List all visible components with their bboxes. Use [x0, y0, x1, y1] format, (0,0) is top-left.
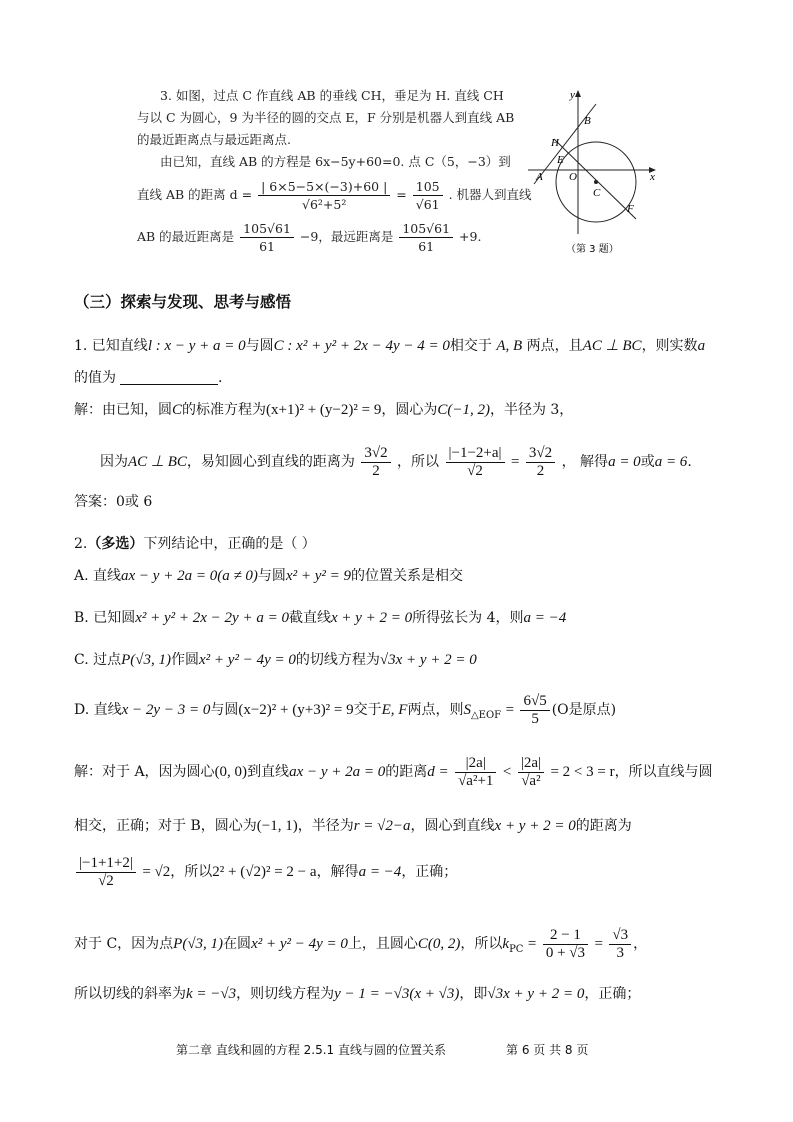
- point-c: [594, 180, 598, 184]
- q2-solution-1: 解：对于 A，因为圆心(0, 0)到直线ax − y + 2a = 0的距离d = $\frac{|2a|}{\text{√a²+1}}$ < $\frac{|2a|}{\text{√a²}}$ = 2 < 3 = r，所以直线与圆: [74, 754, 713, 789]
- q2-option-b: B. 已知圆x² + y² + 2x − 2y + a = 0截直线x + y + 2 = 0所得弦长为 4，则a = −4: [74, 610, 567, 626]
- geometry-figure: [524, 84, 674, 264]
- figure-caption: （第 3 题）: [566, 244, 619, 255]
- q2-heading: 2.（多选）下列结论中，正确的是（ ）: [74, 536, 316, 552]
- q2-option-a: A. 直线ax − y + 2a = 0(a ≠ 0)与圆x² + y² = 9的位置关系是相交: [74, 568, 463, 584]
- q2-solution-2: 相交，正确；对于 B，圆心为(−1, 1)，半径为r = √2−a，圆心到直线x + y + 2 = 0的距离为: [74, 818, 632, 834]
- label-y: y: [570, 89, 575, 101]
- label-f: F: [627, 203, 634, 215]
- q2-option-c: C. 过点P(√3, 1)作圆x² + y² − 4y = 0的切线方程为√3x + y + 2 = 0: [74, 652, 477, 668]
- label-b: B: [584, 115, 591, 127]
- section-title: （三）探索与发现、思考与感悟: [74, 293, 292, 311]
- answer-blank[interactable]: [120, 370, 218, 385]
- label-e: E: [557, 154, 564, 166]
- q1-answer: 答案：0或 6: [74, 494, 153, 510]
- q1-line-2: 的值为 .: [74, 370, 223, 386]
- q2-solution-5: 所以切线的斜率为k = −√3，则切线方程为y − 1 = −√3(x + √3)，即√3x + y + 2 = 0，正确；: [74, 986, 641, 1002]
- footer-page-number: 第 6 页 共 8 页: [506, 1043, 589, 1057]
- label-x: x: [650, 171, 655, 183]
- q2-solution-3: $\frac{|-1+1+2|}{√2}$ = √2，所以2² + (√2)² = 2 − a，解得a = −4，正确；: [74, 852, 457, 892]
- scan-line-6: AB 的最近距离是 $\frac{105√61}{61}$ −9，最远距离是 $\frac{105√61}{61}$ +9.: [137, 221, 482, 254]
- q2-solution-4: 对于 C，因为点P(√3, 1)在圆x² + y² − 4y = 0上，且圆心C(0, 2)，所以$k_{PC}$ = $\frac{2 - 1}{0 + √3}$ = $\frac{√3}{3}$ ，: [74, 926, 648, 961]
- footer-chapter: 第二章 直线和圆的方程 2.5.1 直线与圆的位置关系: [176, 1043, 446, 1057]
- q2-option-d: D. 直线x − 2y − 3 = 0与圆(x−2)² + (y+3)² = 9交于E, F两点，则$S_{\triangle EOF}$ = $\frac{6√5}{5}$ (O是原点): [74, 692, 617, 727]
- label-a: A: [536, 171, 543, 183]
- q1-solution-1: 解：由已知，圆C的标准方程为(x+1)² + (y−2)² = 9，圆心为C(−1, 2)，半径为 3，: [74, 402, 574, 418]
- label-c: C: [593, 187, 601, 199]
- scan-line-3: 的最近距离点与最远距离点.: [137, 132, 291, 147]
- scan-line-4: 由已知，直线 AB 的方程是 6x−5y+60=0. 点 C（5，−3）到: [160, 154, 511, 169]
- q1-line-1: 1. 已知直线l : x − y + a = 0与圆C : x² + y² + 2x − 4y − 4 = 0相交于 A, B 两点，且AC ⊥ BC，则实数a: [74, 338, 706, 354]
- q1-solution-2: 因为AC ⊥ BC，易知圆心到直线的距离为 $\frac{3√2}{2}$ ，所以 $\frac{|-1-2+a|}{√2}$ = $\frac{3√2}{2}$ ， 解得a = 0或a = 6.: [100, 444, 692, 479]
- scan-line-5: 直线 AB 的距离 d = $\frac{| 6\times 5-5\times(-3)+60 |}{\text{√6²+5²}}$ = $\frac{105}{√61}$ . 机器人到直线: [137, 179, 532, 212]
- scan-line-1: 3. 如图，过点 C 作直线 AB 的垂线 CH，垂足为 H. 直线 CH: [160, 88, 504, 103]
- y-arrow: [575, 90, 581, 97]
- line-ch: [554, 139, 636, 219]
- scan-line-2: 与以 C 为圆心，9 为半径的圆的交点 E，F 分别是机器人到直线 AB: [137, 110, 515, 125]
- label-h: H: [551, 137, 559, 149]
- label-o: O: [569, 171, 577, 183]
